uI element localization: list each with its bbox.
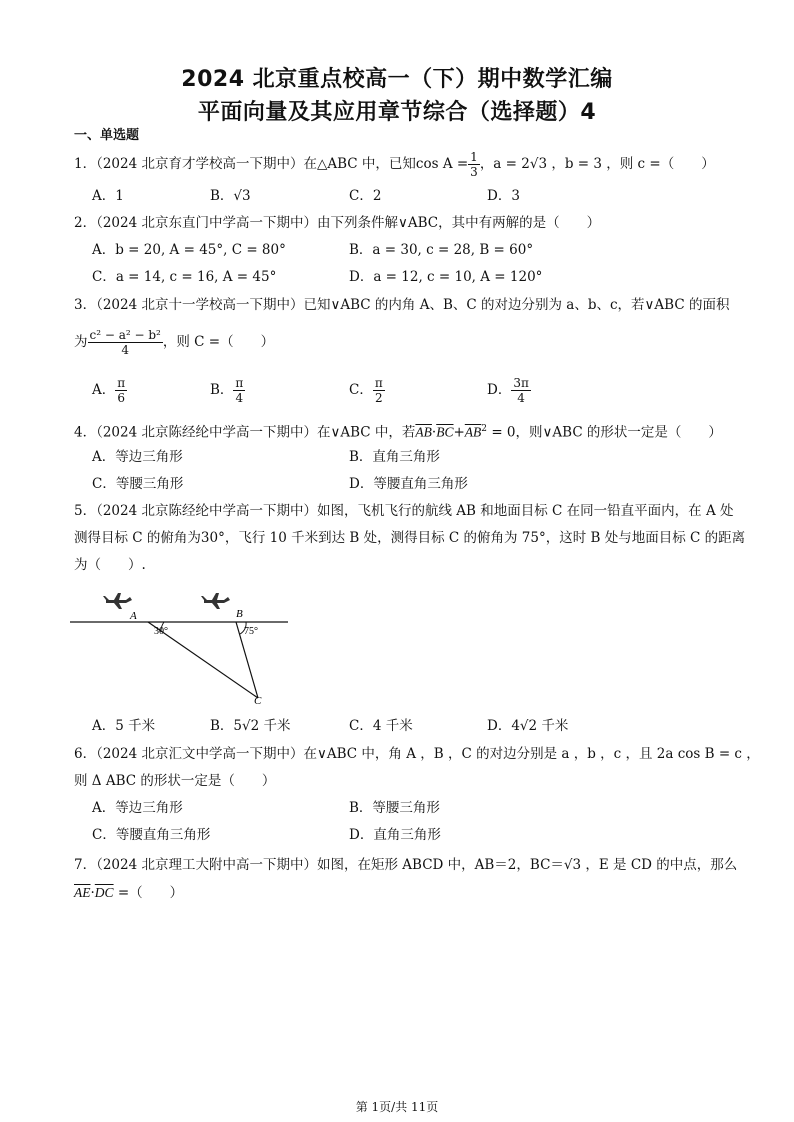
q5-option-a: A．5 千米 [92, 718, 156, 734]
q4-option-d: D．等腰直角三角形 [349, 476, 468, 492]
q4-option-a: A．等边三角形 [92, 449, 183, 465]
question-2-stem: 2．（2024 北京东直门中学高一下期中）由下列条件解∨ABC，其中有两解的是（ ） [74, 215, 601, 231]
question-3-stem-line2 [74, 328, 274, 357]
q6-option-d: D．直角三角形 [349, 827, 441, 843]
q3-option-b [210, 376, 245, 405]
q2-option-c: C．a = 14, c = 16, A = 45° [92, 269, 277, 285]
q3-option-a [92, 376, 127, 405]
q3-option-d-num: 3π [513, 376, 529, 390]
q4-vector-ab: $\overline{AB}$ [415, 424, 432, 440]
label-point-b: B [236, 608, 243, 620]
question-7-stem-line1: 7．（2024 北京理工大附中高一下期中）如图，在矩形 ABCD 中，AB＝2，BC＝√3 ，E 是 CD 的中点，那么 [74, 857, 738, 873]
q4-stem-a: 4．（2024 北京陈经纶中学高一下期中）在∨ABC 中，若 [74, 424, 416, 441]
q2-option-d: D．a = 12, c = 10, A = 120° [349, 269, 543, 285]
question-6-stem-line2: 则 Δ ABC 的形状一定是（ ） [74, 773, 276, 789]
question-5-stem-line2: 测得目标 C 的俯角为30°，飞行 10 千米到达 B 处，测得目标 C 的俯角为 75°，这时 B 处与地面目标 C 的距离 [74, 530, 746, 546]
q2-option-a: A．b = 20, A = 45°, C = 80° [92, 242, 286, 258]
q5-option-c: C．4 千米 [349, 718, 413, 734]
section-heading: 一、单选题 [74, 128, 140, 143]
q2-option-b: B．a = 30, c = 28, B = 60° [349, 242, 534, 258]
q3-option-c-frac [373, 376, 385, 405]
question-4-stem [74, 420, 722, 442]
q3-option-c-letter: C． [349, 382, 373, 398]
q5-option-b: B．5√2 千米 [210, 718, 291, 734]
q3-suffix: ，则 C =（ ） [162, 334, 275, 350]
q6-option-c: C．等腰直角三角形 [92, 827, 211, 843]
q3-option-a-den: 6 [117, 391, 126, 405]
q7-dot: · [90, 885, 95, 901]
q3-fraction [88, 328, 163, 357]
label-point-c: C [254, 695, 262, 707]
q5-figure [70, 588, 290, 708]
question-6-stem-line1: 6．（2024 北京汇文中学高一下期中）在∨ABC 中，角 A ，B ，C 的对边分别是 a ，b ，c ，且 2a cos B = c ， [74, 746, 760, 762]
label-point-a: A [130, 610, 137, 622]
q6-option-a: A．等边三角形 [92, 800, 183, 816]
q1-prefix: 1．（2024 北京育才学校高一下期中）在△ABC 中，已知cos A = [74, 156, 469, 172]
q3-option-d-den: 4 [517, 391, 525, 405]
q4-option-c: C．等腰三角形 [92, 476, 184, 492]
q3-option-a-frac [115, 376, 127, 405]
q7-vector-dc: $\overline{DC}$ [94, 885, 114, 900]
q7-suffix: =（ ） [113, 885, 184, 901]
q3-option-b-letter: B． [210, 382, 234, 398]
q3-option-c-den: 2 [374, 391, 383, 405]
q3-option-b-frac [233, 376, 245, 405]
question-7-stem-line2 [74, 884, 183, 902]
q4-option-b: B．直角三角形 [349, 449, 440, 465]
q3-option-d [487, 376, 531, 405]
q1-option-b: B．√3 [210, 188, 251, 204]
q1-frac-num: 1 [470, 150, 478, 164]
q1-option-a: A．1 [92, 188, 124, 204]
question-5-stem-line3: 为（ ）. [74, 557, 146, 573]
q1-option-c: C．2 [349, 188, 382, 204]
q4-plus: + [453, 424, 465, 441]
q5-option-d: D．4√2 千米 [487, 718, 569, 734]
q3-frac-den: 4 [121, 343, 129, 357]
q4-vector-bc: $\overline{BC}$ [436, 424, 454, 440]
q1-frac-den: 3 [470, 165, 478, 179]
q4-dot: · [431, 424, 437, 441]
q3-option-b-den: 4 [235, 391, 244, 405]
q1-fraction [468, 150, 480, 179]
question-1-stem [74, 150, 715, 179]
q3-option-d-letter: D． [487, 382, 512, 398]
q6-option-b: B．等腰三角形 [349, 800, 440, 816]
q3-frac-num: c² − a² − b² [89, 328, 161, 342]
q3-option-a-num: π [117, 376, 126, 390]
q3-option-b-num: π [235, 376, 244, 390]
q4-exponent: 2 [481, 424, 488, 434]
page-footer: 第 1页/共 11页 [355, 1100, 439, 1114]
q1-mid: ，a = 2√3 ，b = 3 ，则 c =（ ） [479, 156, 715, 172]
airplane-icon [201, 593, 230, 609]
q3-option-c-num: π [374, 376, 383, 390]
q4-vector-ab-squared: $\overline{AB}$ [464, 424, 482, 440]
q4-stem-b: = 0，则∨ABC 的形状一定是（ ） [487, 424, 722, 441]
q3-option-a-letter: A． [92, 382, 116, 398]
q3-option-d-frac [511, 376, 531, 405]
question-3-stem-line1: 3．（2024 北京十一学校高一下期中）已知∨ABC 的内角 A、B、C 的对边分别为 a、b、c，若∨ABC 的面积 [74, 297, 730, 313]
page-title-line2: 平面向量及其应用章节综合（选择题）4 [197, 100, 597, 125]
q1-option-d: D．3 [487, 188, 520, 204]
label-angle-75: 75° [244, 626, 258, 637]
question-5-stem-line1: 5．（2024 北京陈经纶中学高一下期中）如图，飞机飞行的航线 AB 和地面目标 C 在同一铅直平面内，在 A 处 [74, 503, 734, 519]
q3-option-c [349, 376, 385, 405]
q3-prefix: 为 [74, 334, 88, 350]
page-title-line1: 2024 北京重点校高一（下）期中数学汇编 [181, 67, 613, 92]
airplane-icon [103, 593, 132, 609]
q7-vector-ae: $\overline{AE}$ [74, 885, 91, 900]
label-angle-30: 30° [154, 626, 168, 637]
